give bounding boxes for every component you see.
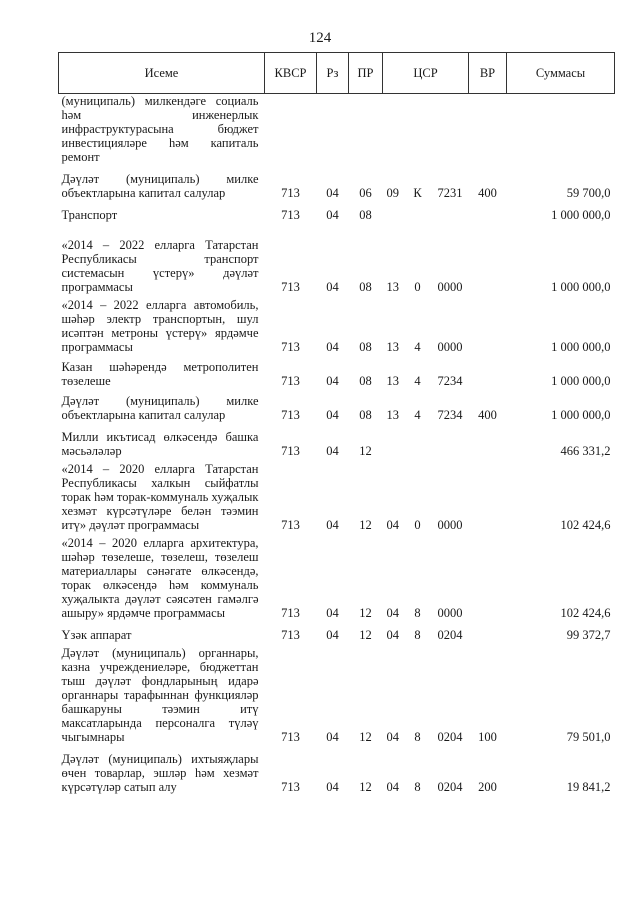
row-sum: 102 424,6 <box>560 518 611 532</box>
row-csr-subprogram: 0 <box>414 518 421 532</box>
row-csr-program: 13 <box>386 340 399 354</box>
row-vr <box>469 624 507 646</box>
page-number: 124 <box>308 30 332 46</box>
header-name: Исеме <box>59 53 265 94</box>
row-csr <box>383 168 469 204</box>
row-kvsr: 713 <box>281 518 300 532</box>
row-pr: 12 <box>359 518 372 532</box>
row-name: Дәүләт (муниципаль) ихтыяҗлары өчен товарлар, эшләр һәм хезмәт күрсәтүләр сатып алу <box>61 752 259 794</box>
row-csr <box>383 426 469 462</box>
row-kvsr: 713 <box>281 444 300 458</box>
table-row <box>59 168 615 204</box>
row-name: Милли икътисад өлкәсендә башка мәсьәләләр <box>61 430 259 458</box>
row-rz: 04 <box>326 374 339 388</box>
row-rz: 04 <box>326 518 339 532</box>
row-rz: 04 <box>326 780 339 794</box>
row-rz: 04 <box>326 208 339 222</box>
table-row <box>59 536 615 624</box>
row-csr-subprogram: 8 <box>414 780 421 794</box>
row-sum: 79 501,0 <box>566 730 611 744</box>
row-pr: 12 <box>359 606 372 620</box>
row-vr: 400 <box>478 186 497 200</box>
row-kvsr: 713 <box>281 280 300 294</box>
row-csr-program: 04 <box>386 606 399 620</box>
row-csr-direction: 0000 <box>437 280 463 294</box>
row-csr-program: 04 <box>386 780 399 794</box>
row-csr-subprogram: 4 <box>414 408 421 422</box>
row-csr-subprogram: 0 <box>414 280 421 294</box>
row-csr-direction: 7234 <box>437 374 463 388</box>
row-csr-program: 09 <box>386 186 399 200</box>
row-sum: 466 331,2 <box>560 444 611 458</box>
row-pr: 08 <box>359 280 372 294</box>
row-rz: 04 <box>326 280 339 294</box>
header-rz: Рз <box>317 53 349 94</box>
row-kvsr: 713 <box>281 208 300 222</box>
row-csr <box>383 392 469 426</box>
row-csr <box>383 204 469 226</box>
row-vr <box>469 298 507 358</box>
header-kvsr: КВСР <box>265 53 317 94</box>
row-csr-direction: 0000 <box>437 606 463 620</box>
table-header <box>59 53 615 94</box>
row-pr: 08 <box>359 340 372 354</box>
row-rz: 04 <box>326 444 339 458</box>
budget-table <box>58 52 615 798</box>
row-rz: 04 <box>326 606 339 620</box>
row-csr <box>383 226 469 298</box>
row-pr: 08 <box>359 374 372 388</box>
row-sum: 102 424,6 <box>560 606 611 620</box>
row-name: Казан шәһәрендә метрополитен төзелеше <box>61 360 259 388</box>
row-name: «2014 – 2020 елларга Татарстан Республикасы халкын сыйфатлы торак һәм торак-коммуналь хуҗалык хезмәт күрсәтүләре белән тәэмин итү» дәүләт программасы <box>61 462 259 532</box>
row-sum: 1 000 000,0 <box>551 280 611 294</box>
table-row <box>59 462 615 536</box>
header-csr: ЦСР <box>383 53 469 94</box>
row-csr-program: 04 <box>386 730 399 744</box>
row-csr-program: 04 <box>386 518 399 532</box>
row-csr-direction: 0204 <box>437 780 463 794</box>
row-csr-direction: 0204 <box>437 628 463 642</box>
row-kvsr: 713 <box>281 730 300 744</box>
row-sum: 1 000 000,0 <box>551 408 611 422</box>
row-pr: 12 <box>359 444 372 458</box>
row-csr <box>383 624 469 646</box>
row-vr: 200 <box>478 780 497 794</box>
row-pr: 08 <box>359 408 372 422</box>
row-name: Транспорт <box>61 208 118 222</box>
row-sum: 1 000 000,0 <box>551 340 611 354</box>
row-kvsr <box>265 94 317 169</box>
row-csr <box>383 748 469 798</box>
row-kvsr: 713 <box>281 340 300 354</box>
row-name: «2014 – 2022 елларга Татарстан Республикасы транспорт системасын үстерү» дәүләт программасы <box>61 238 259 294</box>
table-row <box>59 646 615 748</box>
row-csr-program: 13 <box>386 408 399 422</box>
row-sum <box>507 94 615 169</box>
row-vr <box>469 358 507 392</box>
row-csr <box>383 536 469 624</box>
row-pr: 12 <box>359 780 372 794</box>
row-vr <box>469 94 507 169</box>
row-pr: 06 <box>359 186 372 200</box>
row-csr <box>383 358 469 392</box>
row-kvsr: 713 <box>281 628 300 642</box>
row-csr-program: 13 <box>386 374 399 388</box>
row-kvsr: 713 <box>281 186 300 200</box>
row-pr: 08 <box>359 208 372 222</box>
row-pr: 12 <box>359 628 372 642</box>
row-name: Дәүләт (муниципаль) милке объектларына капитал салулар <box>61 394 259 422</box>
row-kvsr: 713 <box>281 374 300 388</box>
row-sum: 99 372,7 <box>566 628 611 642</box>
row-csr-subprogram: К <box>413 186 422 200</box>
row-csr-subprogram: 8 <box>414 606 421 620</box>
row-pr <box>349 94 383 169</box>
table-row <box>59 358 615 392</box>
row-csr-direction: 0000 <box>437 340 463 354</box>
table-row <box>59 392 615 426</box>
row-vr <box>469 226 507 298</box>
table-row <box>59 94 615 169</box>
row-csr-subprogram: 8 <box>414 730 421 744</box>
row-sum: 59 700,0 <box>566 186 611 200</box>
row-rz: 04 <box>326 186 339 200</box>
table-row <box>59 624 615 646</box>
row-kvsr: 713 <box>281 780 300 794</box>
row-sum: 19 841,2 <box>566 780 611 794</box>
row-sum: 1 000 000,0 <box>551 208 611 222</box>
row-csr-subprogram: 4 <box>414 340 421 354</box>
row-vr <box>469 536 507 624</box>
row-rz: 04 <box>326 408 339 422</box>
row-name: «2014 – 2020 елларга архитектура, шәһәр төзелеше, төзелеш, төзелеш материаллары сәнәгате өлкәсендә, торак өлкәсендә һәм коммуналь хуҗалыкта дәүләт сәясәтен гамәлгә ашыру» ярдәмче программасы <box>61 536 259 620</box>
row-csr-subprogram: 8 <box>414 628 421 642</box>
row-name: Дәүләт (муниципаль) органнары, казна учреждениеләре, бюджеттан тыш дәүләт фондларының идарә органнары тарафыннан функцияләр башкаруны тәэмин итү максатларында персоналга түләү чыгымнары <box>61 646 259 744</box>
row-csr-program: 04 <box>386 628 399 642</box>
row-rz: 04 <box>326 730 339 744</box>
header-vr: ВР <box>469 53 507 94</box>
row-kvsr: 713 <box>281 408 300 422</box>
row-rz: 04 <box>326 340 339 354</box>
row-name: Үзәк аппарат <box>61 628 132 642</box>
row-vr <box>469 426 507 462</box>
table-row <box>59 298 615 358</box>
table-row <box>59 748 615 798</box>
row-rz: 04 <box>326 628 339 642</box>
row-rz <box>317 94 349 169</box>
row-csr <box>383 94 469 169</box>
row-name: «2014 – 2022 елларга автомобиль, шәһәр электр транспортын, шул исәптән метроны үстерү» ярдәмче программасы <box>61 298 259 354</box>
header-pr: ПР <box>349 53 383 94</box>
row-vr: 100 <box>478 730 497 744</box>
row-kvsr: 713 <box>281 606 300 620</box>
row-name: Дәүләт (муниципаль) милке объектларына капитал салулар <box>61 172 259 200</box>
row-sum: 1 000 000,0 <box>551 374 611 388</box>
row-csr-direction: 7231 <box>437 186 463 200</box>
table-body <box>59 94 615 799</box>
row-csr <box>383 462 469 536</box>
row-name: (муниципаль) милкендәге социаль һәм инженерлык инфраструктурасына бюджет инвестицияләре һәм капиталь ремонт <box>61 94 259 164</box>
row-csr-direction: 0000 <box>437 518 463 532</box>
row-vr <box>469 462 507 536</box>
row-csr-direction: 0204 <box>437 730 463 744</box>
table-row <box>59 426 615 462</box>
row-vr <box>469 204 507 226</box>
row-csr-subprogram: 4 <box>414 374 421 388</box>
row-csr <box>383 298 469 358</box>
header-sum: Суммасы <box>507 53 615 94</box>
row-vr: 400 <box>478 408 497 422</box>
row-csr-program: 13 <box>386 280 399 294</box>
table-row <box>59 226 615 298</box>
row-csr-direction: 7234 <box>437 408 463 422</box>
row-csr <box>383 646 469 748</box>
row-pr: 12 <box>359 730 372 744</box>
table-row <box>59 204 615 226</box>
